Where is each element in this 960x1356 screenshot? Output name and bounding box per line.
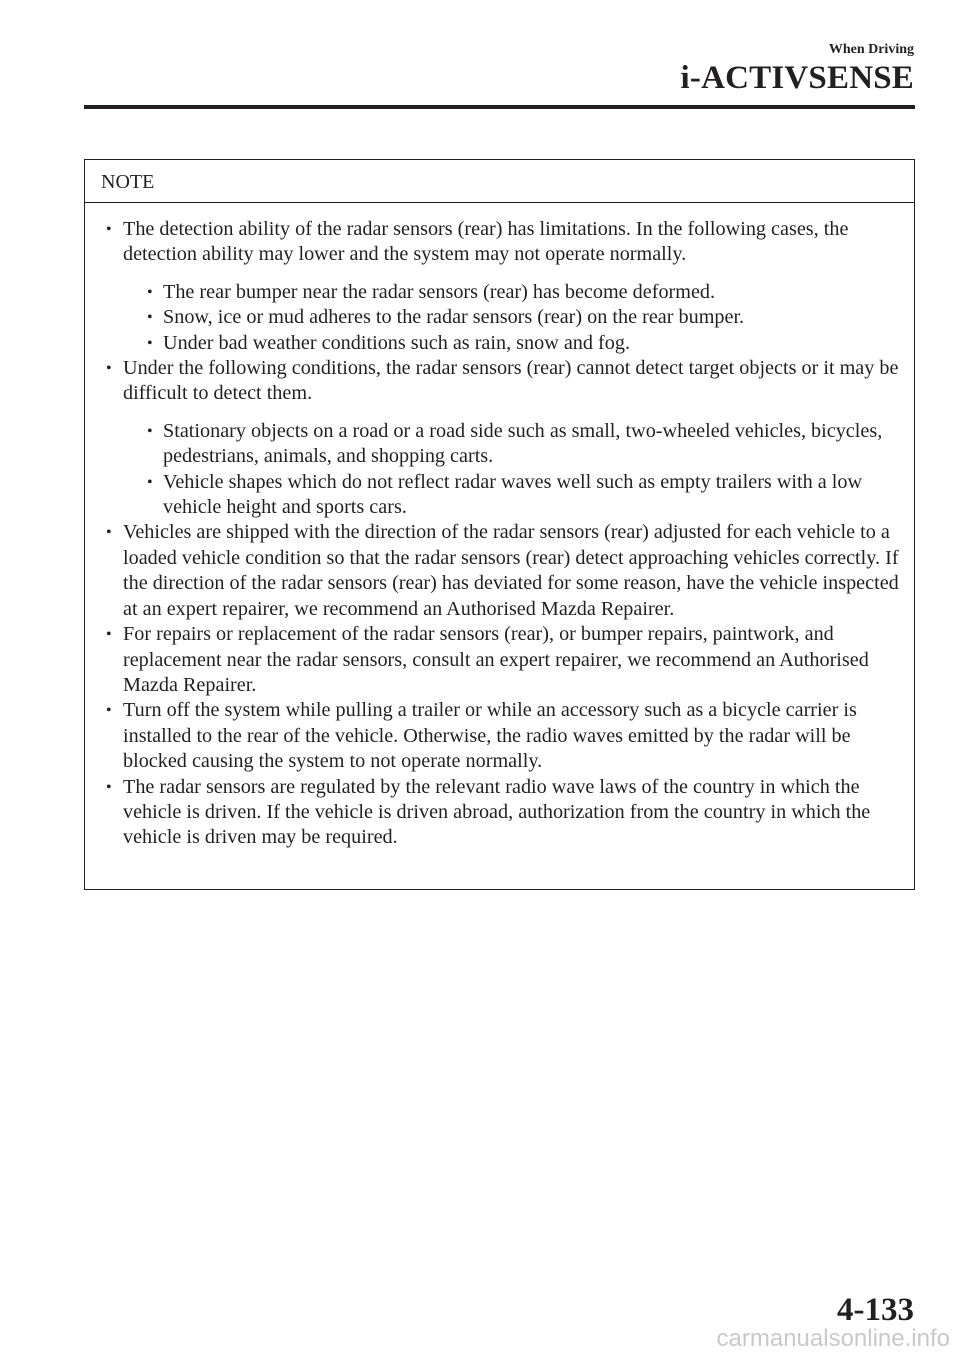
sub-item bbox=[143, 280, 908, 305]
bullet-icon: • bbox=[147, 422, 153, 440]
sub-item-text: Vehicle shapes which do not reflect radar waves well such as empty trailers with a low vehicle height and sports cars. bbox=[163, 470, 863, 519]
sub-item bbox=[143, 305, 908, 330]
bullet-icon: • bbox=[106, 702, 112, 720]
note-body bbox=[102, 217, 908, 851]
note-item-text: Vehicles are shipped with the direction of the radar sensors (rear) adjusted for each vehicle to a loaded vehicle condition so that the radar sensors (rear) detect approaching vehicles correctly. If the direction of the radar sensors (rear) has deviated for some reason, have the vehicle inspected at an expert repairer, we recommend an Authorised Mazda Repairer. bbox=[123, 521, 899, 620]
bullet-icon: • bbox=[106, 626, 112, 644]
sub-item-text: The rear bumper near the radar sensors (rear) has become deformed. bbox=[163, 280, 716, 303]
sub-item-text: Stationary objects on a road or a road side such as small, two-wheeled vehicles, bicycles, pedestrians, animals, and shopping carts. bbox=[163, 419, 883, 468]
bullet-icon: • bbox=[106, 778, 112, 796]
sub-item-text: Under bad weather conditions such as rain, snow and fog. bbox=[163, 331, 630, 354]
note-item bbox=[102, 622, 908, 698]
sub-item bbox=[143, 419, 908, 470]
bullet-icon: • bbox=[106, 360, 112, 378]
sub-item bbox=[143, 331, 908, 356]
note-item bbox=[102, 356, 908, 520]
section-label: When Driving bbox=[828, 42, 914, 57]
sub-item bbox=[143, 470, 908, 521]
sub-list bbox=[123, 419, 908, 521]
note-title: NOTE bbox=[101, 171, 155, 193]
note-item-text: The detection ability of the radar sensors (rear) has limitations. In the following cases, the detection ability may lower and the system may not operate normally. bbox=[123, 218, 849, 266]
note-item bbox=[102, 217, 908, 356]
note-divider bbox=[85, 202, 914, 203]
note-item-text: For repairs or replacement of the radar sensors (rear), or bumper repairs, paintwork, and replacement near the radar sensors, consult an expert repairer, we recommend an Authorised Mazda Repairer. bbox=[123, 623, 869, 696]
note-item-text: Turn off the system while pulling a trailer or while an accessory such as a bicycle carrier is installed to the rear of the vehicle. Otherwise, the radio waves emitted by the radar will be blocked causing the system to not operate normally. bbox=[123, 699, 857, 773]
watermark: carmanualsonline.info bbox=[716, 1325, 950, 1352]
bullet-icon: • bbox=[147, 309, 153, 327]
bullet-icon: • bbox=[147, 473, 153, 491]
sub-item-text: Snow, ice or mud adheres to the radar sensors (rear) on the rear bumper. bbox=[163, 306, 745, 329]
note-item bbox=[102, 775, 908, 851]
bullet-icon: • bbox=[147, 283, 153, 301]
bullet-icon: • bbox=[106, 221, 112, 238]
note-box bbox=[84, 159, 915, 890]
header-rule bbox=[84, 105, 915, 109]
sub-list bbox=[123, 280, 908, 356]
note-item bbox=[102, 520, 908, 622]
note-item-text: The radar sensors are regulated by the relevant radio wave laws of the country in which the vehicle is driven. If the vehicle is driven abroad, authorization from the country in which the vehicle is driven may be required. bbox=[123, 775, 871, 849]
page-number: 4-133 bbox=[837, 1292, 914, 1328]
bullet-icon: • bbox=[106, 524, 112, 542]
note-item bbox=[102, 698, 908, 774]
note-item-text: Under the following conditions, the radar sensors (rear) cannot detect target objects or it may be difficult to detect them. bbox=[123, 357, 899, 405]
bullet-icon: • bbox=[147, 334, 153, 352]
page-title: i-ACTIVSENSE bbox=[680, 60, 914, 96]
